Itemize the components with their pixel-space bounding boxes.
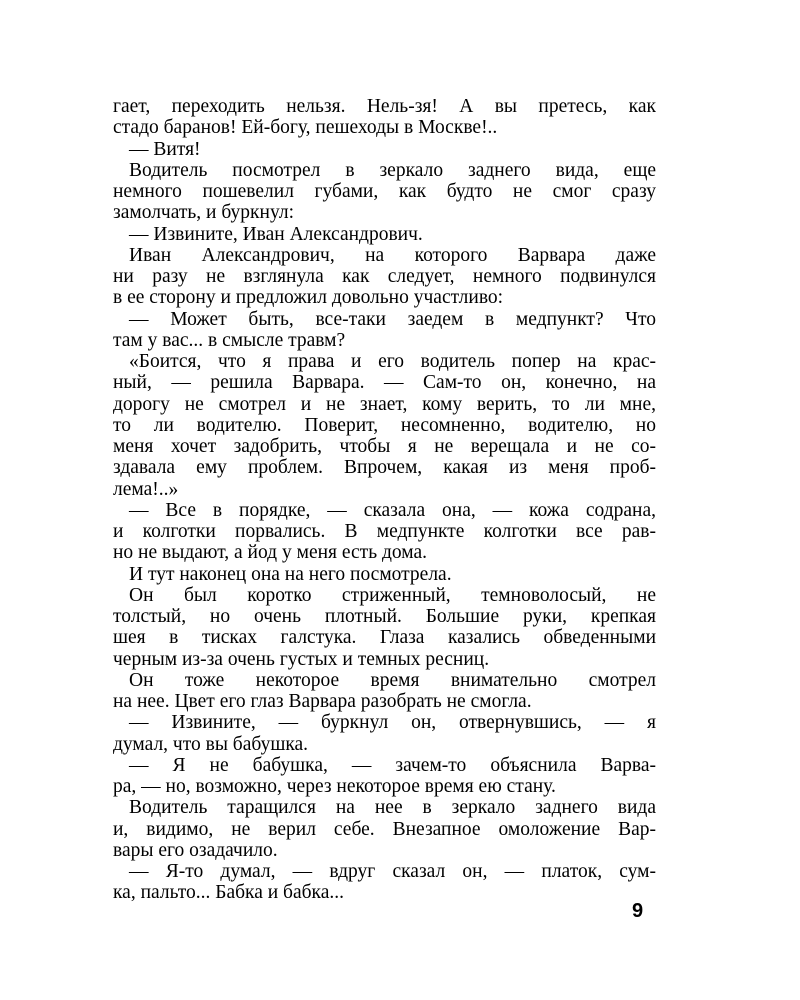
text-line: «Боится, что я права и его водитель попер на крас- [129,351,656,372]
text-line: и, видимо, не верил себе. Внезапное омоложение Вар- [113,818,656,840]
text-line: и колготки порвались. В медпункте колготки все рав- [113,521,656,542]
text-line: — Может быть, все-таки заедем в медпункт? Что [129,308,656,330]
text-line: здавала ему проблем. Впрочем, какая из меня проб- [113,457,656,479]
text-line: — Все в порядке, — сказала она, — кожа содрана, [129,499,656,521]
text-line: толстый, но очень плотный. Большие руки, крепкая [113,606,656,627]
text-line: шея в тисках галстука. Глаза казались обведенными [113,627,656,649]
text-line: там у вас... в смысле травм? [113,329,346,351]
text-line: гает, переходить нельзя. Нель-зя! А вы претесь, как [113,96,656,117]
text-line: ни разу не взглянула как следует, немного подвинулся [113,266,656,287]
text-line: Он тоже некоторое время внимательно смотрел [129,669,656,691]
text-line: лема!..» [113,478,179,500]
text-line: — Я не бабушка, — зачем-то объяснила Варва- [129,754,656,776]
text-line: ра, — но, возможно, через некоторое время ею стану. [113,776,556,797]
text-line: то ли водителю. Поверит, несомненно, водителю, но [113,414,656,436]
text-line: Иван Александрович, на которого Варвара даже [129,244,656,266]
text-line: замолчать, и буркнул: [113,202,294,224]
text-line: дорогу не смотрел и не знает, кому верить, то ли мне, [113,393,656,415]
text-line: — Извините, Иван Александрович. [129,223,423,245]
text-line: ный, — решила Варвара. — Сам-то он, конечно, на [113,372,656,394]
text-line: черным из-за очень густых и темных ресниц. [113,648,490,670]
text-line: — Извините, — буркнул он, отвернувшись, — я [129,712,656,734]
text-line: Водитель посмотрел в зеркало заднего вида, еще [129,159,656,181]
text-line: немного пошевелил губами, как будто не смог сразу [113,181,656,202]
text-line: стадо баранов! Ей-богу, пешеходы в Москве!.. [113,117,498,139]
page-number: 9 [632,900,644,922]
text-line: — Витя! [129,138,201,160]
text-line: на нее. Цвет его глаз Варвара разобрать не смогла. [113,691,532,712]
text-line: вары его озадачило. [113,839,278,861]
text-line: — Я-то думал, — вдруг сказал он, — платок, сум- [129,861,656,882]
text-line: Он был коротко стриженный, темноволосый, не [129,584,656,606]
text-line: в ее сторону и предложил довольно участливо: [113,287,504,309]
text-line: но не выдают, а йод у меня есть дома. [113,542,427,564]
page-text [113,96,656,904]
text-line: думал, что вы бабушка. [113,733,309,755]
text-line: Водитель таращился на нее в зеркало заднего вида [129,797,656,819]
text-line: меня хочет задобрить, чтобы я не верещала и не со- [113,436,656,457]
text-line: И тут наконец она на него посмотрела. [129,563,452,585]
text-line: ка, пальто... Бабка и бабка... [113,882,344,904]
